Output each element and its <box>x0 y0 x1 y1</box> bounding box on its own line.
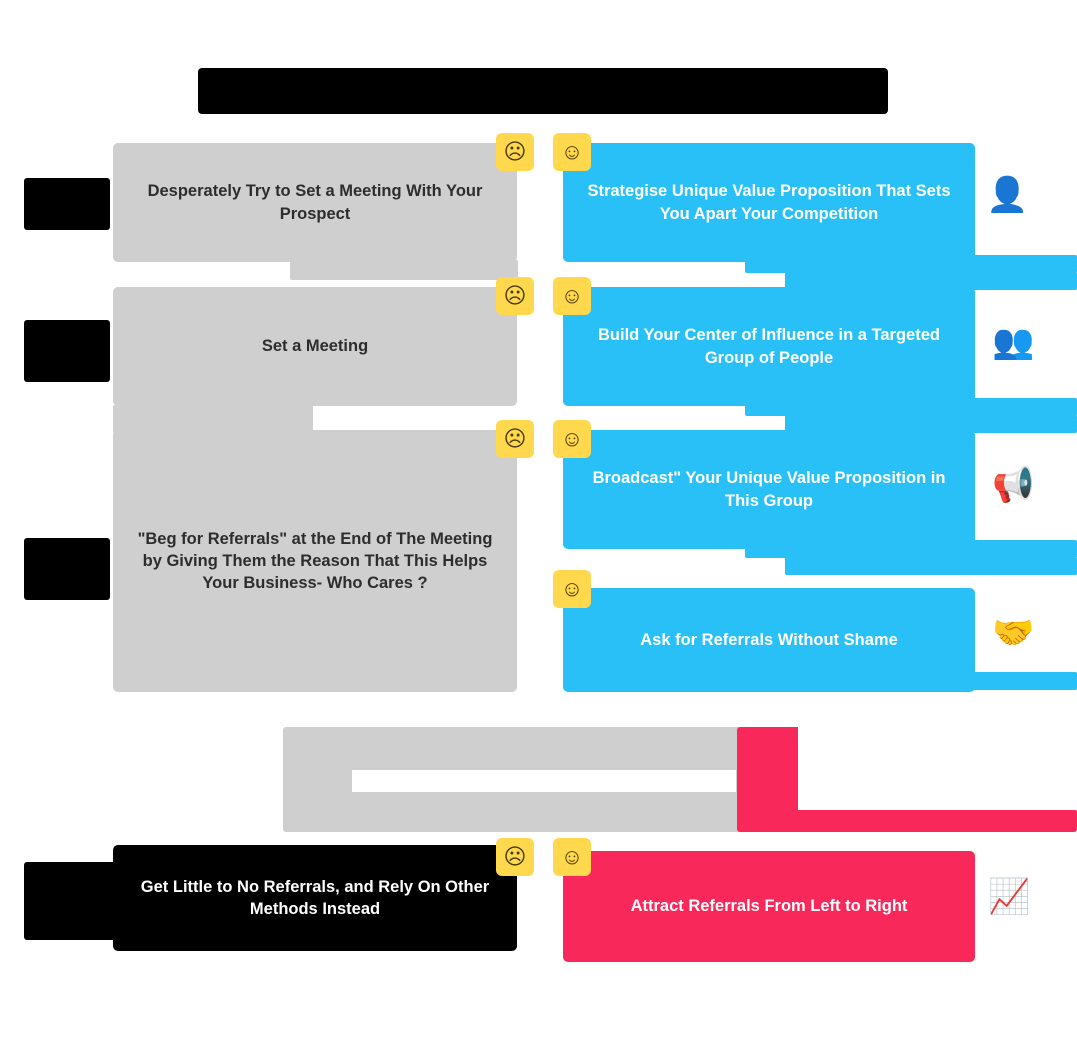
face-glyph: ☹ <box>503 283 527 308</box>
face-glyph: ☺ <box>560 139 584 164</box>
card-text: Set a Meeting <box>261 337 369 356</box>
face-glyph: ☺ <box>560 283 584 308</box>
face-glyph: ☺ <box>560 844 584 869</box>
outcome-card-old[interactable] <box>113 845 517 951</box>
sad-face-icon-1 <box>496 133 534 171</box>
group-icon: 👥 <box>992 323 1035 361</box>
card-text: Broadcast" Your Unique Value Proposition in This Group <box>592 469 946 510</box>
page-title: Old Method vs. New Referral Method <box>322 76 764 105</box>
grey-elbow-2 <box>113 405 313 433</box>
handshake-icon: 🤝 <box>992 614 1035 652</box>
face-glyph: ☹ <box>503 426 527 451</box>
funnel-old-method-notch <box>352 770 736 792</box>
happy-face-icon-3 <box>553 420 591 458</box>
new-method-card-1[interactable] <box>560 139 975 262</box>
new-method-card-3[interactable] <box>560 426 975 549</box>
grey-elbow-1 <box>290 260 518 280</box>
old-method-card-2[interactable] <box>113 287 517 406</box>
step-number: 1 <box>58 187 76 220</box>
happy-face-icon-outcome <box>553 838 591 876</box>
card-text: Strategise Unique Value Proposition That Sets You Apart Your Competition <box>587 182 951 223</box>
person-icon: 👤 <box>986 176 1029 214</box>
card-text: Ask for Referrals Without Shame <box>640 630 898 649</box>
page-title-bar <box>198 68 888 114</box>
step-badge-4 <box>24 862 116 940</box>
happy-face-icon-4 <box>553 570 591 608</box>
chart-icon: 📈 <box>988 878 1031 916</box>
step-badge-2 <box>24 320 110 382</box>
new-method-card-2[interactable] <box>560 283 975 406</box>
step-number: 4 <box>61 884 79 917</box>
card-text: Build Your Center of Influence in a Targeted Group of People <box>598 326 940 367</box>
sad-face-icon-2 <box>496 277 534 315</box>
face-glyph: ☺ <box>560 426 584 451</box>
step-number: 2 <box>58 334 76 367</box>
sad-face-icon-3 <box>496 420 534 458</box>
card-text: Get Little to No Referrals, and Rely On Other Methods Instead <box>140 877 490 918</box>
face-glyph: ☹ <box>503 844 527 869</box>
megaphone-icon: 📢 <box>992 466 1035 504</box>
outcome-card-new[interactable] <box>563 851 975 962</box>
sad-face-icon-outcome <box>496 838 534 876</box>
card-text: Attract Referrals From Left to Right <box>630 897 908 916</box>
old-method-card-1[interactable] <box>113 143 517 262</box>
old-method-card-3[interactable] <box>113 430 517 692</box>
happy-face-icon-2 <box>553 277 591 315</box>
face-glyph: ☹ <box>503 139 527 164</box>
new-method-card-4[interactable] <box>563 588 975 692</box>
face-glyph: ☺ <box>560 576 584 601</box>
step-badge-1 <box>24 178 110 230</box>
happy-face-icon-1 <box>553 133 591 171</box>
step-number: 3 <box>58 552 76 585</box>
step-badge-3 <box>24 538 110 600</box>
funnel-new-method-notch <box>798 727 1077 818</box>
connector-bar-3b <box>785 557 1077 575</box>
card-text: "Beg for Referrals" at the End of The Meeting by Giving Them the Reason That This Helps Your Business- Who Cares ? <box>137 529 493 593</box>
connector-bar-outcome <box>745 810 1077 828</box>
card-text: Desperately Try to Set a Meeting With Your Prospect <box>147 182 483 223</box>
